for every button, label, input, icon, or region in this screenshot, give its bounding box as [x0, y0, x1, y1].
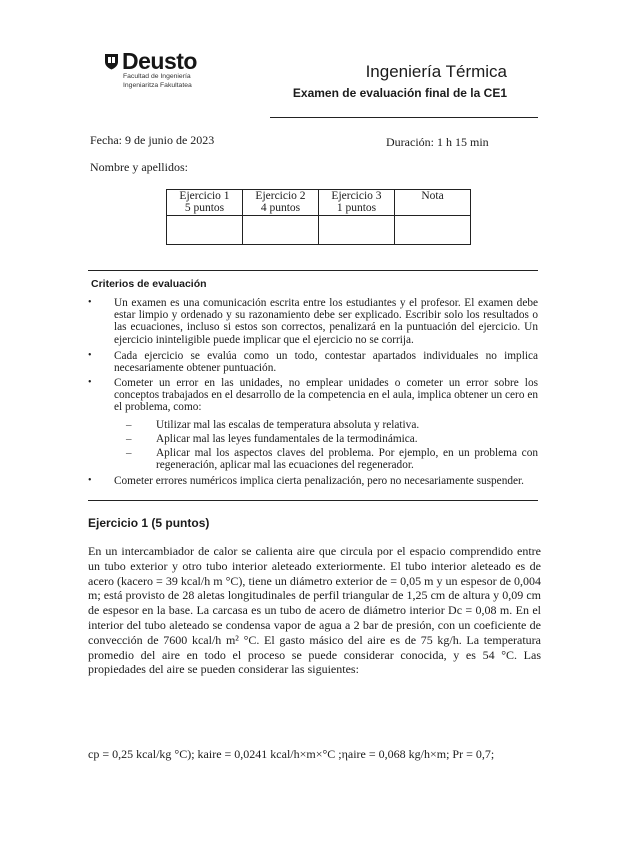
- grade-table-header-row: [167, 190, 471, 216]
- grade-cell-ex2[interactable]: [243, 216, 319, 245]
- criteria-item: Cometer un error en las unidades, no emplear unidades o cometer un error sobre los conceptos trabajados en el desarrollo de la competencia en el aula, implica obtener un cero en el problema, como:: [114, 377, 538, 414]
- name-label: Nombre y apellidos:: [90, 160, 188, 174]
- deusto-shield-icon: [104, 53, 119, 70]
- criteria-item: Cada ejercicio se evalúa como un todo, contestar apartados individuales no implica necesariamente obtener puntuación.: [114, 350, 538, 375]
- criteria-subitem: Utilizar mal las escalas de temperatura absoluta y relativa.: [156, 419, 420, 431]
- section-divider: [88, 270, 538, 271]
- grade-table-score-row: [167, 216, 471, 245]
- air-properties: cp = 0,25 kcal/kg °C); kaire = 0,0241 kcal/h×m×°C ;ηaire = 0,068 kg/h×m; Pr = 0,7;: [88, 747, 495, 761]
- bullet-icon: •: [88, 297, 92, 308]
- logo-text: Deusto: [122, 48, 197, 74]
- criteria-subitem: Aplicar mal los aspectos claves del problema. Por ejemplo, en un problema con regeneración, aplicar mal las ecuaciones del regenerador.: [156, 447, 538, 472]
- bullet-icon: •: [88, 377, 92, 388]
- exercise-title: Ejercicio 1 (5 puntos): [88, 516, 210, 530]
- criteria-title: Criterios de evaluación: [91, 278, 207, 290]
- dash-icon: –: [126, 433, 132, 445]
- grade-cell-ex3[interactable]: [319, 216, 395, 245]
- exam-duration: Duración: 1 h 15 min: [386, 135, 489, 149]
- course-header: [293, 62, 507, 101]
- exam-date: Fecha: 9 de junio de 2023: [90, 133, 215, 147]
- criteria-item: Un examen es una comunicación escrita entre los estudiantes y el profesor. El examen debe estar limpio y ordenado y su razonamiento debe ser explicado. Escribir solo los resultados o las ecuaciones, incluso si estos son correctos, penalizará en la puntuación del ejercicio. Un ejercicio ininteligible puede implicar que el ejercicio no se corrija.: [114, 297, 538, 346]
- header-divider: [270, 117, 538, 118]
- criteria-subitem: Aplicar mal las leyes fundamentales de la termodinámica.: [156, 433, 418, 445]
- criteria-item: Cometer errores numéricos implica cierta penalización, pero no necesariamente suspender.: [114, 475, 524, 487]
- bullet-icon: •: [88, 475, 92, 486]
- grade-header-ex3: Ejercicio 3 1 puntos: [319, 190, 395, 216]
- section-divider: [88, 500, 538, 501]
- course-title: Ingeniería Térmica: [365, 62, 507, 81]
- grade-cell-nota[interactable]: [395, 216, 471, 245]
- grade-header-nota: Nota: [395, 190, 471, 216]
- faculty-line-1: Facultad de Ingeniería: [123, 73, 191, 80]
- faculty-line-2: Ingeniaritza Fakultatea: [123, 82, 192, 89]
- dash-icon: –: [126, 447, 132, 459]
- grade-header-ex1: Ejercicio 1 5 puntos: [167, 190, 243, 216]
- exercise-statement: En un intercambiador de calor se calienta aire que circula por el espacio comprendido entre un tubo exterior y otro tubo interior aleteado exteriormente. El tubo interior aleteado es de acero (kacero = 39 kcal/h m °C), tiene un diámetro exterior de = 0,05 m y un espesor de 0,004 m; está provisto de 28 aletas longitudinales de perfil triangular de 1,25 cm de altura y 0,09 cm de espesor en la base. La carcasa es un tubo de acero de diámetro interior Dc = 0,08 m. En el interior del tubo aleteado se condensa vapor de agua a 2 bar de presión, con un coeficiente de convección de 7600 kcal/h m² °C. El gasto másico del aire es de 75 kg/h. La temperatura promedio del aire en todo el proceso se puede considerar conocida, y es 54 °C. Las propiedades del aire se pueden considerar las siguientes:: [88, 544, 541, 677]
- exam-title: Examen de evaluación final de la CE1: [292, 86, 507, 100]
- bullet-icon: •: [88, 350, 92, 361]
- university-logo: [104, 50, 197, 90]
- dash-icon: –: [126, 419, 132, 431]
- grade-table: [166, 189, 471, 245]
- grade-header-ex2: Ejercicio 2 4 puntos: [243, 190, 319, 216]
- grade-cell-ex1[interactable]: [167, 216, 243, 245]
